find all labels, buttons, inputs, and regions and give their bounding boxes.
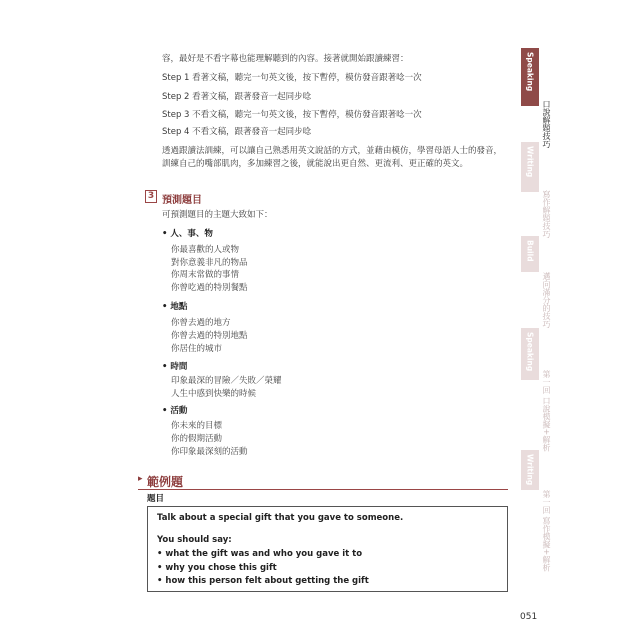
side-tab-speaking[interactable] [521, 48, 539, 106]
side-tab-subtitle: 口說解題技巧 [542, 100, 551, 148]
list-item: 你的假期活動 [171, 434, 223, 444]
list-item: 你周末常做的事情 [171, 270, 240, 280]
step-1-line: Step 1 看著文稿，聽完一句英文後，按下暫停，模仿發音跟著唸一次 [162, 73, 422, 83]
list-item: 你曾去過的地方 [171, 318, 231, 328]
section-lead: 可預測題目的主題大致如下： [162, 210, 273, 220]
question-label: 題目 [147, 494, 165, 504]
list-item: 你最喜歡的人或物 [171, 245, 240, 255]
group-head-place: • 地點 [162, 302, 188, 312]
question-point: • what the gift was and who you gave it to [157, 549, 363, 559]
example-title: 範例題 [147, 475, 184, 489]
step-2-line: Step 2 看著文稿，跟著發音一起同步唸 [162, 92, 312, 102]
group-head-people: • 人、事、物 [162, 229, 213, 239]
side-tab-label: Writing [525, 454, 535, 486]
step-3-line: Step 3 不看文稿，聽完一句英文後，按下暫停，模仿發音跟著唸一次 [162, 110, 422, 120]
intro-line-5: 透過跟讀法訓練，可以讓自己熟悉用英文說話的方式，並藉由模仿，學習母語人士的發音， [162, 146, 503, 156]
side-tab-subtitle: 邁向滿分的技巧 [542, 272, 551, 328]
side-tab-subtitle: 第一回 寫作模擬+解析 [542, 490, 551, 572]
question-point: • why you chose this gift [157, 563, 277, 573]
side-tab-subtitle: 第一回 口說模擬+解析 [542, 370, 551, 452]
page-number: 051 [520, 612, 538, 622]
list-item: 你居住的城市 [171, 344, 223, 354]
group-head-activity: • 活動 [162, 406, 188, 416]
example-divider [138, 489, 508, 490]
side-tab-label: Build [525, 240, 535, 262]
triangle-bullet-icon: ▸ [138, 474, 143, 484]
intro-line-0: 容，最好是不看字幕也能理解聽到的內容。接著就開始跟讀練習： [162, 54, 409, 64]
step-4-line: Step 4 不看文稿，跟著發音一起同步唸 [162, 127, 312, 137]
intro-line-6: 訓練自己的嘴部肌肉，多加練習之後，就能說出更自然、更流利、更正確的英文。 [162, 159, 469, 169]
question-point: • how this person felt about getting the gift [157, 576, 369, 586]
list-item: 人生中感到快樂的時候 [171, 389, 257, 399]
side-tab-writing[interactable] [521, 142, 539, 192]
list-item: 印象最深的冒險／失敗／榮耀 [171, 376, 282, 386]
list-item: 你印象最深刻的活動 [171, 447, 248, 457]
side-tab-label: Writing [525, 146, 535, 178]
side-tab-build[interactable] [521, 236, 539, 272]
you-should-say: You should say: [157, 535, 232, 545]
list-item: 你曾去過的特別地點 [171, 331, 248, 341]
group-head-time: • 時間 [162, 362, 188, 372]
side-tab-subtitle: 寫作解題技巧 [542, 190, 551, 238]
side-tab-speaking-mock[interactable] [521, 328, 539, 380]
side-tab-label: Speaking [525, 52, 535, 92]
side-tab-label: Speaking [525, 332, 535, 372]
question-prompt: Talk about a special gift that you gave to someone. [157, 513, 404, 523]
list-item: 你未來的目標 [171, 421, 223, 431]
list-item: 對你意義非凡的物品 [171, 258, 248, 268]
side-tab-writing-mock[interactable] [521, 450, 539, 490]
section-title: 預測題目 [162, 195, 202, 206]
section-number: 3 [145, 190, 157, 203]
list-item: 你曾吃過的特別餐點 [171, 283, 248, 293]
